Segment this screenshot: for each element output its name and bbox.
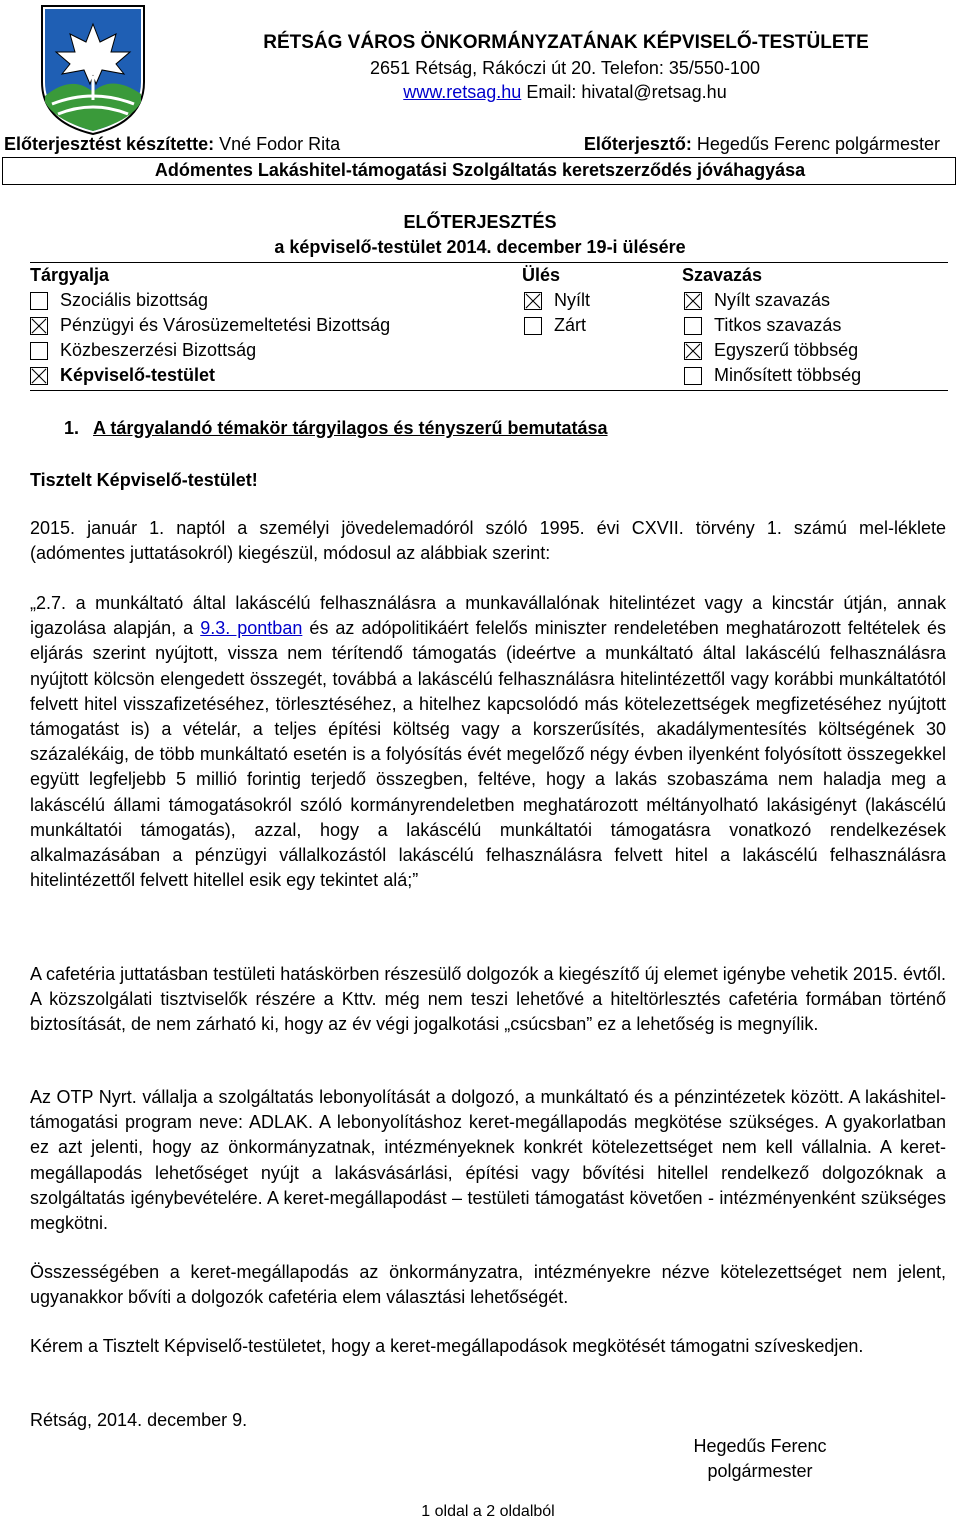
contact-line bbox=[205, 82, 925, 103]
website-link[interactable]: www.retsag.hu bbox=[403, 82, 522, 102]
option-session-closed[interactable] bbox=[524, 315, 586, 336]
option-finance-committee[interactable] bbox=[30, 315, 390, 336]
option-label: Titkos szavazás bbox=[714, 315, 842, 335]
signature-block bbox=[660, 1434, 860, 1484]
section-title: A tárgyalandó témakör tárgyilagos és tényszerű bemutatása bbox=[93, 418, 608, 438]
prepared-name: Vné Fodor Rita bbox=[219, 134, 341, 154]
checkbox[interactable] bbox=[684, 342, 702, 360]
presenter-label: Előterjesztő: bbox=[583, 134, 692, 154]
option-label: Közbeszerzési Bizottság bbox=[60, 340, 257, 360]
option-procurement-committee[interactable] bbox=[30, 340, 256, 361]
checkbox[interactable] bbox=[30, 292, 48, 310]
column-header-discuss: Tárgyalja bbox=[30, 265, 110, 285]
checkbox[interactable] bbox=[524, 292, 542, 310]
option-label: Egyszerű többség bbox=[714, 340, 859, 360]
option-simple-majority[interactable] bbox=[684, 340, 858, 361]
organization-address: 2651 Rétság, Rákóczi út 20. Telefon: 35/550-100 bbox=[370, 58, 760, 78]
paragraph-summary: Összességében a keret-megállapodás az önkormányzatra, intézményekre nézve kötelezettséget nem jelent, ugyanakkor bővíti a dolgozók cafetéria elem választási lehetőségét. bbox=[30, 1262, 946, 1308]
prepared-label: Előterjesztést készítette: bbox=[4, 134, 215, 154]
paragraph-intro: 2015. január 1. naptól a személyi jövedelemadóról szóló 1995. évi CXVII. törvény 1. számú mel-léklete (adómentes juttatásokról) kiegészül, módosul az alábbiak szerint: bbox=[30, 518, 946, 564]
meeting-line: a képviselő-testület 2014. december 19-i ülésére bbox=[274, 237, 686, 257]
check-x-icon bbox=[31, 318, 47, 334]
checkbox[interactable] bbox=[684, 292, 702, 310]
presenter-name: Hegedűs Ferenc polgármester bbox=[696, 134, 940, 154]
quote-start: „2.7. a munkáltató által lakáscélú felhasználásra a munkavállalónak hitelintézet vagy a kincstár útján, annak igazolása alapján, a bbox=[30, 593, 946, 639]
option-vote-secret[interactable] bbox=[684, 315, 841, 336]
table-top-rule bbox=[30, 262, 948, 263]
document-type: ELŐTERJESZTÉS bbox=[403, 212, 557, 232]
checkbox[interactable] bbox=[30, 317, 48, 335]
section-number: 1. bbox=[64, 418, 80, 438]
checkbox[interactable] bbox=[684, 317, 702, 335]
quote-link[interactable]: 9.3. pontban bbox=[200, 618, 303, 639]
option-label: Nyílt bbox=[554, 290, 590, 310]
checkbox[interactable] bbox=[30, 367, 48, 385]
option-qualified-majority[interactable] bbox=[684, 365, 861, 386]
email-text: Email: hivatal@retsag.hu bbox=[526, 82, 727, 102]
option-label: Zárt bbox=[554, 315, 587, 335]
quote-rest: és az adópolitikáért felelős miniszter rendeletében meghatározott feltételek és eljárás szerint nyújtott, vissza nem térítendő támogatás (ideértve a munkáltató által lakáscélú felhasználásra nyújtott kölcsön elengedett összegét, továbbá a lakáscélú felhasználásra hitelintézettől vagy korábbi munkáltatótól felvett hitel visszafizetéséhez, törlesztéséhez, a hitelhez kapcsolódó más kötelezettségek megfizetéséhez nyújtott támogatást is) a vételár, a teljes építési költség vagy a korszerűsítés, akadálymentesítés költségének 30 százalékáig, de több munkáltató esetén is a folyósítás évét megelőző négy évben ilyenként folyósított összegekkel együtt legfeljebb 5 millió forintig terjedő összegben, feltéve, hogy a lakás szobaszáma nem haladja meg a lakáscélú állami támogatásokról szóló kormányrendeletben meghatározott méltányolható lakásigényt (lakáscélú munkáltatói támogatás), azzal, hogy a lakáscélú munkáltatói támogatásra vonatkozó rendelkezések alkalmazásában a pénzügyi vállalkozástól lakáscélú felhasználásra felvett hitel a lakáscélú felhasználásra hitelintézettől felvett hitellel esik egy tekintet alá;” bbox=[30, 618, 946, 891]
option-label: Képviselő-testület bbox=[60, 365, 216, 385]
check-x-icon bbox=[31, 368, 47, 384]
greeting: Tisztelt Képviselő-testület! bbox=[30, 470, 258, 490]
paragraph-quote bbox=[30, 591, 946, 893]
checkbox[interactable] bbox=[524, 317, 542, 335]
column-header-session: Ülés bbox=[522, 265, 561, 285]
column-header-vote: Szavazás bbox=[682, 265, 763, 285]
check-x-icon bbox=[525, 293, 541, 309]
check-x-icon bbox=[685, 293, 701, 309]
prepared-by bbox=[4, 134, 340, 155]
presenter bbox=[584, 134, 940, 155]
signer-title: polgármester bbox=[707, 1461, 813, 1481]
coat-of-arms-icon bbox=[12, 4, 174, 136]
option-session-open[interactable] bbox=[524, 290, 590, 311]
section-heading bbox=[64, 418, 608, 439]
option-council[interactable] bbox=[30, 365, 215, 386]
option-vote-open[interactable] bbox=[684, 290, 830, 311]
option-label: Nyílt szavazás bbox=[714, 290, 831, 310]
checkbox[interactable] bbox=[684, 367, 702, 385]
check-x-icon bbox=[685, 343, 701, 359]
option-label: Minősített többség bbox=[714, 365, 862, 385]
paragraph-cafeteria: A cafetéria juttatásban testületi hatáskörben részesülő dolgozók a kiegészítő új elemet igénybe vehetik 2015. évtől. A közszolgálati tisztviselők részére a Kttv. még nem teszi lehetővé a hiteltörlesztés cafetéria formában történő biztosítását, de nem zárható ki, hogy az év végi jogalkotási „csúcsban” ez a lehetőség is megnyílik. bbox=[30, 964, 946, 1035]
paragraph-request: Kérem a Tisztelt Képviselő-testületet, hogy a keret-megállapodások megkötését támogatni szíveskedjen. bbox=[30, 1336, 864, 1356]
page-footer: 1 oldal a 2 oldalból bbox=[421, 1503, 555, 1520]
paragraph-otp: Az OTP Nyrt. vállalja a szolgáltatás lebonyolítását a dolgozó, a munkáltató és a pénzintézetek között. A lakáshitel-támogatási program neve: ADLAK. A lebonyolításhoz keret-megállapodás megkötése szükséges. A gyakorlatban ez azt jelenti, hogy az önkormányzatnak, intézményeknek konkrét kötelezettséget nem kell vállalnia. A keret-megállapodás lehetőséget nyújt a lakásvásárlási, építési vagy bővítési hitellel rendelkező dolgozóknak a szolgáltatás igénybevételére. A keret-megállapodást – testületi támogatást követően - intézményenként szükséges megkötni. bbox=[30, 1087, 946, 1234]
option-label: Szociális bizottság bbox=[60, 290, 209, 310]
option-label: Pénzügyi és Városüzemeltetési Bizottság bbox=[60, 315, 391, 335]
subject-title: Adómentes Lakáshitel-támogatási Szolgáltatás keretszerződés jóváhagyása bbox=[154, 160, 806, 180]
table-bottom-rule bbox=[30, 390, 948, 391]
organization-name: RÉTSÁG VÁROS ÖNKORMÁNYZATÁNAK KÉPVISELŐ-TESTÜLETE bbox=[263, 32, 869, 53]
signer-name: Hegedűs Ferenc bbox=[693, 1436, 827, 1456]
option-social-committee[interactable] bbox=[30, 290, 208, 311]
place-date: Rétság, 2014. december 9. bbox=[30, 1410, 248, 1430]
checkbox[interactable] bbox=[30, 342, 48, 360]
